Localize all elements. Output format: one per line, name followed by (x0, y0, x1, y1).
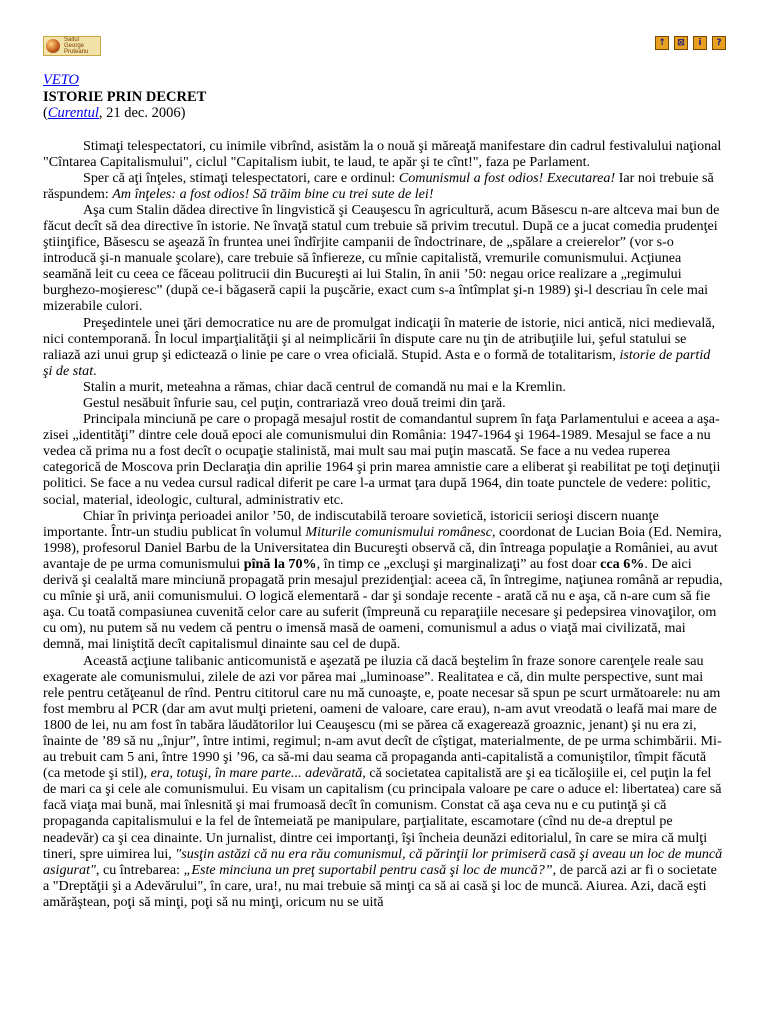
paragraph-text: Iar noi trebuie să răspundem: (43, 169, 714, 202)
article-paragraph (43, 653, 723, 911)
paragraph-text: , coordonat de Lucian Boia (Ed. Nemira, 1998), profesorul Daniel Barbu de la Universitatea din Bucureşti observă că, din întreaga populaţie a României, au avut avantaje de pe urma comunismului (43, 523, 722, 572)
paragraph-text: Stalin a murit, meteahna a rămas, chiar dacă centrul de comandă nu mai e la Kremlin. (83, 378, 566, 395)
info-icon[interactable]: i (693, 36, 707, 50)
close-x-icon[interactable]: ⊠ (674, 36, 688, 50)
article-source-line (43, 105, 723, 122)
article-paragraph (43, 315, 723, 379)
paragraph-text: , de parcă azi ar fi o societate a "Dreptăţii şi a Adevărului", în care, ura!, nu mai trebuie să minţi ca să ai casă şi loc de muncă. Aiurea. Azi, dacă eşti amărăştean, poţi să minţi, poţi să nu minţi, oricum nu se uită (43, 861, 717, 910)
site-logo-text (64, 37, 88, 55)
paragraph-text: , în timp ce „excluşi şi marginalizaţi” au fost doar (316, 555, 601, 572)
paragraph-text: Sper că aţi înţeles, stimaţi telespectatori, care e ordinul: (83, 169, 399, 186)
article-title: ISTORIE PRIN DECRET (43, 88, 207, 105)
article-paragraph (43, 411, 723, 508)
site-logo[interactable] (43, 36, 101, 56)
bold-text: cca 6% (600, 555, 645, 572)
paragraph-text: Chiar în privinţa perioadei anilor ’50, de indiscutabilă teroare sovietică, istoricii serioşi discern nuanţe importante. Într-un studiu publicat în volumul (43, 507, 659, 540)
article-body (43, 138, 723, 911)
paragraph-text: , că societatea capitalistă are şi ea ticăloşiile ei, cel puţin la fel de mari ca şi cele ale comunismului. Eu visam un capitalism (cu principala valoare pe care o aduce el: libertatea) care să facă viaţa mai bună, mai înlesnită şi mai frumoasă decît în comunism. Constat că aşa ceva nu e cu putinţă şi că propaganda capitalismului e la fel de întemeiată pe manipulare, parţialitate, escamotare (cînd nu de-a dreptul pe neadevăr) ca şi cea dinainte. Un jurnalist, dintre cei importanţi, îşi încheia deunăzi editorialul, în care se mira că mulţi tineri, spre uimirea lui, (43, 765, 722, 862)
paragraph-text: Această acţiune talibanic anticomunistă e aşezată pe iluzia că dacă beştelim în fraze sonore carenţele reale sau exagerate ale comunismului, zilele de azi vor părea mai „luminoase”. Realitatea e că, din multe perspective, sunt mai rele pentru cetăţeanul de rînd. Pentru cititorul care nu mă cunoaşte, e, poate necesar să spun pe scurt următoarele: nu am fost membru al PCR (dar am avut mulţi prieteni, oameni de valoare, care erau), n-am avut vreodată o leafă mai mare de 1800 de lei, nu am fost în tabăra lăudătorilor lui Ceauşescu (mi se părea că exagerează groaznic, jenant) şi nu era zi, înainte de ’89 să nu „înjur”, între intimi, regimul; n-am avut decît de cîştigat, materialmente, de pe urma schimbării. Mi-au trebuit cam 5 ani, între 1990 şi ’96, ca să-mi dau seama că propaganda anti-capitalistă a comuniştilor, tîmpit făcută (ca metode şi stil), (43, 652, 722, 782)
paragraph-text: Principala minciună pe care o propagă mesajul rostit de comandantul suprem în faţa Parlamentului e aceea a aşa-zisei „identităţi” dintre cele două epoci ale comunismului din România: 1947-1964 şi 1964-1989. Mesajul se face a nu vedea că prima nu a fost decît o ocupaţie stalinistă, mai mult sau mai puţin mascată. Se face a nu vedea ruperea categorică de Moscova prin Declaraţia din aprilie 1964 şi prin marea amnistie care a eliberat şi reabilitat pe toţi deţinuţii politici. Se face a nu vedea cursul radical diferit pe care l-a urmat ţara după 1964, din toate punctele de vedere: politic, social, material, ideologic, cultural, administrativ etc. (43, 411, 721, 508)
nav-icon-bar (655, 36, 726, 50)
arrow-up-icon[interactable]: ↑ (655, 36, 669, 50)
globe-icon (46, 39, 60, 53)
article-paragraph (43, 379, 723, 395)
logo-line: George (64, 43, 85, 49)
help-icon[interactable]: ? (712, 36, 726, 50)
article-paragraph (43, 138, 723, 170)
paren: ( (43, 105, 48, 121)
logo-line: Pruteanu (64, 49, 89, 55)
italic-text: istorie de partid şi de stat (43, 346, 711, 379)
paragraph-text: . De aici derivă şi cealaltă mare minciună propagată prin mesajul prezidenţial: aceea că, în întregime, naţiunea română ar repudia, cu mînie şi ură, anii comunismului. O logică elementară - dar şi sondaje recente - arată că nu e aşa, că n-are cum să fie aşa. Cu toată compasiunea cuvenită celor care au suferit (împreună cu reparaţiile necesare şi pedepsirea vinovaţilor, om cu om), nu putem să nu vedem că pentru o imensă masă de oameni, comunismul a adus o viaţă mai civilizată, mai demnă, mai liniştită decît capitalismul dinainte sau cel de după. (43, 555, 723, 653)
paragraph-text: Preşedintele unei ţări democratice nu are de promulgat indicaţii în materie de istorie, nici antică, nici medievală, nici contemporană. În locul imparţialităţii şi al neimplicării în dispute care nu ţin de atribuţiile lui, şeful statului se raliază azi unui grup şi edictează o linie pe care o vrea oficială. Stupid. Asta e o formă de totalitarism, (43, 314, 716, 363)
italic-text: Comunismul a fost odios! Executarea! (398, 169, 616, 186)
article-paragraph (43, 395, 723, 411)
paragraph-text: , cu întrebarea: (95, 861, 184, 878)
article-paragraph (43, 170, 723, 202)
italic-text: „Este minciuna un preţ suportabil pentru casă şi loc de muncă?” (183, 861, 553, 878)
italic-text: "susţin astăzi că nu era rău comunismul, că părinţii lor primiseră casă şi aveau un loc de muncă asigurat" (43, 845, 723, 878)
italic-text: Am înţeles: a fost odios! Să trăim bine cu trei sute de lei! (112, 185, 434, 202)
italic-text: Miturile comunismului românesc (305, 523, 492, 540)
article-date: , 21 dec. 2006) (98, 105, 186, 121)
article-header (43, 72, 723, 122)
paragraph-text: Gestul nesăbuit înfurie sau, cel puţin, contrariază vreo două treimi din ţară. (83, 395, 506, 411)
bold-text: pînă la 70% (243, 555, 317, 572)
logo-line: Saitul (64, 37, 80, 43)
paragraph-text: Stimaţi telespectatori, cu inimile vibrînd, asistăm la o nouă şi măreaţă manifestare din cadrul festivalului naţional "Cîntarea Capitalismului", ciclul "Capitalism iubit, te laud, te apăr şi te cînt!", faza pe Parlament. (43, 137, 722, 170)
source-link[interactable]: Curentul (47, 105, 99, 121)
paragraph-text: . (93, 362, 97, 379)
main-content (43, 72, 723, 910)
paragraph-text: Aşa cum Stalin dădea directive în lingvistică şi Ceauşescu în agricultură, acum Băsescu n-are altceva mai bun de făcut decît să dea directive în istorie. Ne învaţă statul cum trebuie să privim trecutul. După ce a jucat comedia prudenţei ştiinţifice, Băsescu se aşează în fruntea unei îndîrjite campanii de îndoctrinare, de „spălare a creierelor” (vor s-o introducă şi-n manuale şcolare), care trebuie să înfiereze, cu mînie capitalistă, vremurile comunismului. Acţiunea seamănă leit cu ceea ce făceau politrucii din Bucureşti ai lui Stalin, în anii ’50: negau orice realizare a „regimului burghezo-moşieresc” (după ce-i băgaseră capii la puşcărie, exact cum s-a întîmplat şi-n 1989) şi-l descriau în cele mai mizerabile culori. (43, 201, 720, 315)
article-paragraph (43, 508, 723, 653)
section-link[interactable]: VETO (43, 72, 79, 88)
italic-text: era, totuşi, în mare parte... adevărată (150, 765, 363, 782)
article-paragraph (43, 202, 723, 315)
